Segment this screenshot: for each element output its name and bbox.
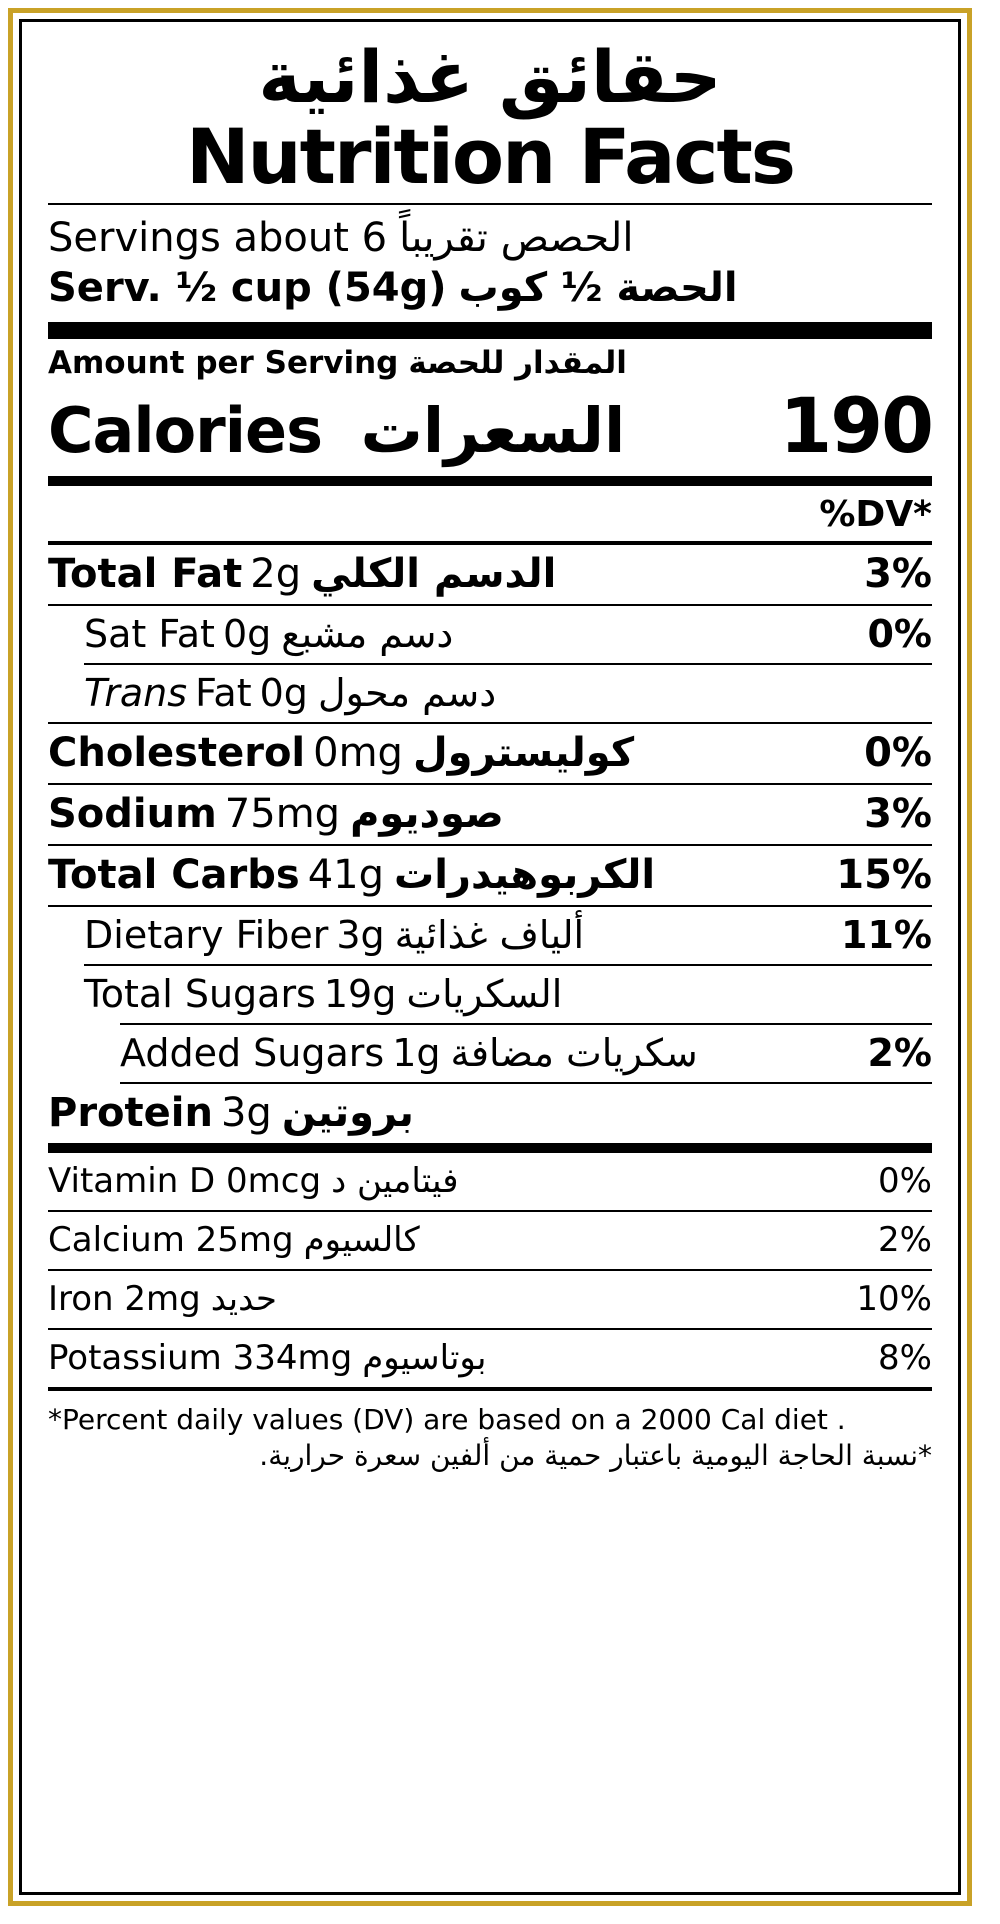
nutrient-dv-total-carbs: 15% <box>836 851 932 898</box>
nutrient-row-total-sugars <box>48 970 932 1019</box>
nutrient-row-sat-fat <box>48 610 932 659</box>
nutrient-dv-added-sugars: 2% <box>867 1030 932 1075</box>
divider-before-footnote <box>48 1387 932 1391</box>
calories-label-arabic: السعرات <box>360 393 626 467</box>
vitamin-dv-potassium: 8% <box>878 1337 932 1378</box>
vitamin-name-iron: Iron 2mg <box>48 1278 201 1319</box>
amount-per-serving-arabic: المقدار للحصة <box>408 344 627 381</box>
nutrient-name-trans-italic: Trans <box>84 670 188 715</box>
nutrient-name-arabic-trans-fat: دسم محول <box>317 670 497 715</box>
nutrient-row-dietary-fiber <box>48 911 932 960</box>
nutrient-name-arabic-total-fat: الدسم الكلي <box>311 550 557 597</box>
nutrient-row-trans-fat <box>48 669 932 718</box>
nutrient-name-trans-fat: Fat <box>195 670 252 715</box>
nutrient-row-total-fat <box>48 549 932 600</box>
divider-before-vitamins <box>48 1143 932 1153</box>
label-title-english: Nutrition Facts <box>185 111 795 201</box>
divider-row-calcium <box>48 1269 932 1271</box>
vitamin-name-arabic-potassium: بوتاسيوم <box>362 1337 487 1378</box>
nutrient-amount-total-sugars: 19g <box>323 971 397 1016</box>
divider-after-title <box>48 203 932 205</box>
divider-row-dietary-fiber <box>84 964 932 966</box>
vitamin-dv-calcium: 2% <box>878 1219 932 1260</box>
servings-row <box>48 209 932 263</box>
nutrient-name-dietary-fiber: Dietary Fiber <box>84 912 329 957</box>
nutrient-name-sat-fat: Sat Fat <box>84 611 215 656</box>
daily-value-header: %DV* <box>819 493 932 535</box>
vitamin-name-vitamin-d: Vitamin D 0mcg <box>48 1160 322 1201</box>
servings-english: Servings about 6 <box>48 214 388 261</box>
nutrient-amount-dietary-fiber: 3g <box>336 912 385 957</box>
divider-row-added-sugars <box>120 1082 932 1084</box>
vitamin-name-potassium: Potassium 334mg <box>48 1337 353 1378</box>
vitamin-name-arabic-vitamin-d: فيتامين د <box>331 1160 459 1201</box>
nutrient-row-cholesterol <box>48 728 932 779</box>
vitamin-dv-vitamin-d: 0% <box>878 1160 932 1201</box>
divider-row-sodium <box>48 844 932 846</box>
serving-size-english: Serv. ½ cup (54g) <box>48 264 447 311</box>
nutrient-row-protein <box>48 1088 932 1139</box>
nutrient-name-arabic-added-sugars: سكريات مضافة <box>450 1030 698 1075</box>
nutrient-amount-trans-fat: 0g <box>259 670 308 715</box>
nutrient-name-arabic-sat-fat: دسم مشبع <box>281 611 454 656</box>
nutrient-amount-sat-fat: 0g <box>222 611 272 656</box>
calories-row <box>48 381 932 472</box>
nutrient-name-total-fat: Total Fat <box>48 550 243 597</box>
nutrient-dv-sodium: 3% <box>864 790 932 837</box>
divider-row-trans-fat <box>48 722 932 724</box>
calories-value: 190 <box>779 380 932 470</box>
nutrient-name-protein: Protein <box>48 1089 213 1136</box>
vitamin-row-vitamin-d <box>48 1157 932 1206</box>
footnote <box>48 1395 932 1473</box>
footnote-arabic: *نسبة الحاجة اليومية باعتبار حمية من ألفين سعرة حرارية. <box>259 1438 932 1472</box>
servings-arabic: الحصص تقريباً <box>399 214 634 261</box>
divider-row-iron <box>48 1328 932 1330</box>
divider-row-sat-fat <box>84 663 932 665</box>
nutrient-name-arabic-total-sugars: السكريات <box>406 971 563 1016</box>
nutrient-dv-cholesterol: 0% <box>864 729 932 776</box>
nutrient-row-sodium <box>48 789 932 840</box>
label-title-arabic: حقائق غذائية <box>258 35 722 119</box>
nutrient-name-sodium: Sodium <box>48 790 217 837</box>
divider-row-total-carbs <box>48 905 932 907</box>
amount-per-serving-row <box>48 343 932 381</box>
vitamin-name-calcium: Calcium 25mg <box>48 1219 294 1260</box>
nutrient-dv-dietary-fiber: 11% <box>841 912 932 957</box>
nutrient-dv-sat-fat: 0% <box>867 611 932 656</box>
nutrient-amount-total-fat: 2g <box>250 550 302 597</box>
nutrient-amount-protein: 3g <box>220 1089 272 1136</box>
divider-row-vitamin-d <box>48 1210 932 1212</box>
calories-label-english: Calories <box>48 393 322 467</box>
nutrient-name-arabic-sodium: صوديوم <box>350 790 504 837</box>
divider-row-total-fat <box>48 604 932 606</box>
nutrition-label-inner <box>19 19 961 1895</box>
serving-size-arabic: الحصة ½ كوب <box>458 264 738 311</box>
vitamin-name-arabic-iron: حديد <box>210 1278 277 1319</box>
nutrient-row-added-sugars <box>48 1029 932 1078</box>
nutrient-row-total-carbs <box>48 850 932 901</box>
nutrient-amount-added-sugars: 1g <box>392 1030 441 1075</box>
amount-per-serving-english: Amount per Serving <box>48 344 399 381</box>
vitamin-row-potassium <box>48 1334 932 1383</box>
nutrient-amount-cholesterol: 0mg <box>313 729 403 776</box>
divider-after-calories <box>48 476 932 486</box>
nutrient-amount-total-carbs: 41g <box>307 851 385 898</box>
nutrient-amount-sodium: 75mg <box>224 790 341 837</box>
divider-before-nutrients <box>48 541 932 545</box>
nutrient-name-total-carbs: Total Carbs <box>48 851 300 898</box>
nutrient-name-added-sugars: Added Sugars <box>120 1030 385 1075</box>
divider-row-cholesterol <box>48 783 932 785</box>
nutrient-name-total-sugars: Total Sugars <box>84 971 316 1016</box>
nutrient-name-arabic-dietary-fiber: ألياف غذائية <box>394 912 585 957</box>
vitamin-row-calcium <box>48 1216 932 1265</box>
nutrient-name-arabic-total-carbs: الكربوهيدرات <box>394 851 656 898</box>
nutrient-dv-total-fat: 3% <box>864 550 932 597</box>
vitamin-dv-iron: 10% <box>856 1278 932 1319</box>
footnote-english: *Percent daily values (DV) are based on a 2000 Cal diet . <box>48 1402 846 1436</box>
nutrient-name-cholesterol: Cholesterol <box>48 729 306 776</box>
vitamin-row-iron <box>48 1275 932 1324</box>
nutrient-name-arabic-protein: بروتين <box>281 1089 414 1136</box>
nutrition-label-panel <box>8 8 972 1906</box>
divider-row-total-sugars <box>120 1023 932 1025</box>
vitamin-name-arabic-calcium: كالسيوم <box>303 1219 420 1260</box>
divider-thick-before-calories <box>48 322 932 339</box>
serving-size-row <box>48 263 932 317</box>
nutrient-name-arabic-cholesterol: كوليسترول <box>412 729 635 776</box>
